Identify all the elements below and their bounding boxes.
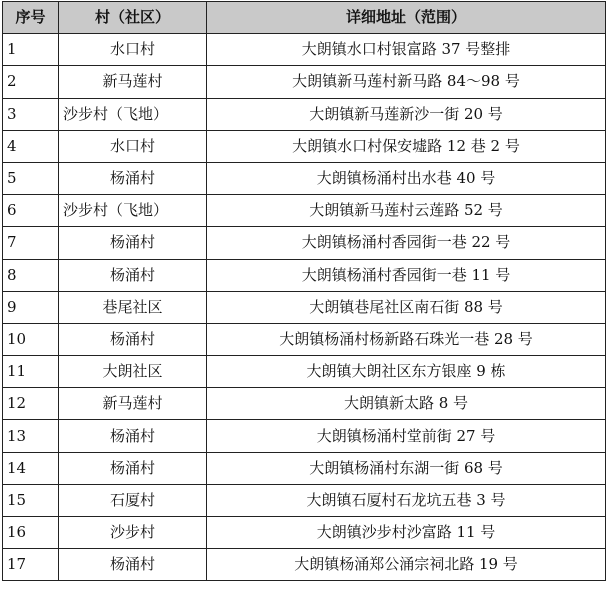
table-row bbox=[3, 420, 606, 452]
row-number: 11 bbox=[3, 356, 59, 388]
table-row bbox=[3, 162, 606, 194]
table-row bbox=[3, 388, 606, 420]
row-number: 1 bbox=[3, 34, 59, 66]
table-row bbox=[3, 291, 606, 323]
village-name: 杨涌村 bbox=[59, 420, 207, 452]
row-number: 14 bbox=[3, 452, 59, 484]
row-number: 5 bbox=[3, 162, 59, 194]
header-village: 村（社区） bbox=[59, 2, 207, 34]
address-detail: 大朗镇沙步村沙富路 11 号 bbox=[207, 517, 606, 549]
row-number: 7 bbox=[3, 227, 59, 259]
row-number: 12 bbox=[3, 388, 59, 420]
village-name: 新马莲村 bbox=[59, 66, 207, 98]
village-name: 杨涌村 bbox=[59, 259, 207, 291]
village-name: 石厦村 bbox=[59, 484, 207, 516]
row-number: 15 bbox=[3, 484, 59, 516]
table-row bbox=[3, 484, 606, 516]
village-name: 大朗社区 bbox=[59, 356, 207, 388]
table-row bbox=[3, 66, 606, 98]
table-row bbox=[3, 323, 606, 355]
village-name: 水口村 bbox=[59, 34, 207, 66]
table-row bbox=[3, 549, 606, 581]
row-number: 9 bbox=[3, 291, 59, 323]
table-row bbox=[3, 34, 606, 66]
village-name: 新马莲村 bbox=[59, 388, 207, 420]
row-number: 4 bbox=[3, 130, 59, 162]
address-detail: 大朗镇杨涌村杨新路石珠光一巷 28 号 bbox=[207, 323, 606, 355]
village-name: 沙步村（飞地） bbox=[59, 98, 207, 130]
address-table bbox=[2, 1, 606, 581]
header-row bbox=[3, 2, 606, 34]
table-row bbox=[3, 517, 606, 549]
address-detail: 大朗镇新太路 8 号 bbox=[207, 388, 606, 420]
header-address: 详细地址（范围） bbox=[207, 2, 606, 34]
row-number: 8 bbox=[3, 259, 59, 291]
address-detail: 大朗镇杨涌村出水巷 40 号 bbox=[207, 162, 606, 194]
village-name: 沙步村 bbox=[59, 517, 207, 549]
address-detail: 大朗镇水口村银富路 37 号整排 bbox=[207, 34, 606, 66]
village-name: 杨涌村 bbox=[59, 162, 207, 194]
address-detail: 大朗镇杨涌村香园街一巷 22 号 bbox=[207, 227, 606, 259]
address-detail: 大朗镇石厦村石龙坑五巷 3 号 bbox=[207, 484, 606, 516]
address-detail: 大朗镇新马莲新沙一街 20 号 bbox=[207, 98, 606, 130]
address-detail: 大朗镇杨涌村堂前街 27 号 bbox=[207, 420, 606, 452]
village-name: 杨涌村 bbox=[59, 549, 207, 581]
address-detail: 大朗镇杨涌村香园街一巷 11 号 bbox=[207, 259, 606, 291]
table-row bbox=[3, 259, 606, 291]
village-name: 沙步村（飞地） bbox=[59, 195, 207, 227]
table-row bbox=[3, 227, 606, 259]
address-detail: 大朗镇水口村保安墟路 12 巷 2 号 bbox=[207, 130, 606, 162]
village-name: 巷尾社区 bbox=[59, 291, 207, 323]
table-row bbox=[3, 98, 606, 130]
address-detail: 大朗镇杨涌村东湖一街 68 号 bbox=[207, 452, 606, 484]
header-no: 序号 bbox=[3, 2, 59, 34]
table-row bbox=[3, 130, 606, 162]
address-detail: 大朗镇大朗社区东方银座 9 栋 bbox=[207, 356, 606, 388]
village-name: 杨涌村 bbox=[59, 323, 207, 355]
village-name: 水口村 bbox=[59, 130, 207, 162]
address-detail: 大朗镇巷尾社区南石街 88 号 bbox=[207, 291, 606, 323]
row-number: 2 bbox=[3, 66, 59, 98]
village-name: 杨涌村 bbox=[59, 227, 207, 259]
table-row bbox=[3, 195, 606, 227]
table-body bbox=[3, 34, 606, 581]
table-row bbox=[3, 452, 606, 484]
address-detail: 大朗镇新马莲村新马路 84～98 号 bbox=[207, 66, 606, 98]
table-row bbox=[3, 356, 606, 388]
address-detail: 大朗镇杨涌郑公涌宗祠北路 19 号 bbox=[207, 549, 606, 581]
row-number: 10 bbox=[3, 323, 59, 355]
row-number: 13 bbox=[3, 420, 59, 452]
table-header bbox=[3, 2, 606, 34]
row-number: 16 bbox=[3, 517, 59, 549]
row-number: 3 bbox=[3, 98, 59, 130]
village-name: 杨涌村 bbox=[59, 452, 207, 484]
row-number: 6 bbox=[3, 195, 59, 227]
row-number: 17 bbox=[3, 549, 59, 581]
address-detail: 大朗镇新马莲村云莲路 52 号 bbox=[207, 195, 606, 227]
